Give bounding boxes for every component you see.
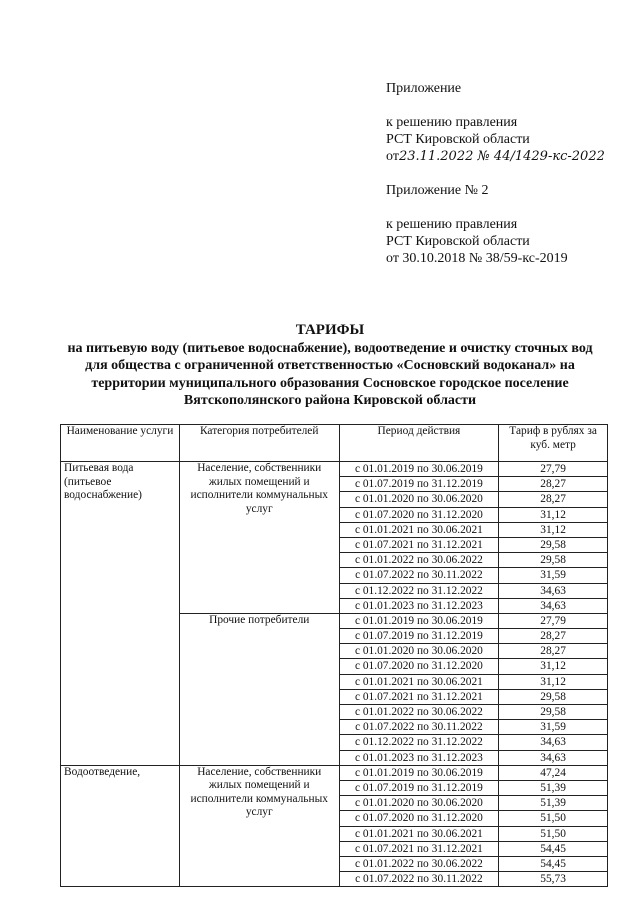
tariff-cell: 29,58 (499, 689, 608, 704)
header-tariff: Тариф в рублях за куб. метр (499, 425, 608, 462)
tariff-cell: 28,27 (499, 492, 608, 507)
tariff-cell: 34,63 (499, 750, 608, 765)
authority-label-2: РСТ Кировской области (386, 234, 530, 249)
period-cell: с 01.01.2022 по 30.06.2022 (339, 705, 499, 720)
period-cell: с 01.07.2019 по 31.12.2019 (339, 780, 499, 795)
tariff-cell: 28,27 (499, 644, 608, 659)
period-cell: с 01.01.2020 по 30.06.2020 (339, 644, 499, 659)
tariff-cell: 28,27 (499, 629, 608, 644)
title-subtitle: на питьевую воду (питьевое водоснабжение), водоотведение и очистку сточных вод для общества с ограниченной ответственностью «Сосновский водоканал» на территории муниципального образования Сосновское городское поселение Вятскополянского района Кировской области (67, 340, 593, 408)
date-prefix: от (386, 149, 399, 164)
table-row (61, 462, 608, 477)
period-cell: с 01.01.2023 по 31.12.2023 (339, 750, 499, 765)
period-cell: с 01.01.2019 по 30.06.2019 (339, 613, 499, 628)
table-row (61, 765, 608, 780)
service-cell: Водоотведение, (61, 765, 180, 887)
period-cell: с 01.12.2022 по 31.12.2022 (339, 583, 499, 598)
tariff-cell: 51,39 (499, 780, 608, 795)
title-heading: ТАРИФЫ (295, 322, 365, 338)
decision-label-2: к решению правления (386, 217, 518, 232)
period-cell: с 01.01.2020 по 30.06.2020 (339, 796, 499, 811)
tariff-cell: 51,39 (499, 796, 608, 811)
period-cell: с 01.01.2019 по 30.06.2019 (339, 462, 499, 477)
category-cell: Прочие потребители (179, 613, 339, 765)
tariff-cell: 28,27 (499, 477, 608, 492)
header-category: Категория потребителей (179, 425, 339, 462)
period-cell: с 01.07.2022 по 30.11.2022 (339, 720, 499, 735)
table-header-row (61, 425, 608, 462)
original-decision-date: от 30.10.2018 № 38/59-кс-2019 (386, 251, 568, 266)
tariff-cell: 51,50 (499, 826, 608, 841)
tariff-cell: 27,79 (499, 462, 608, 477)
period-cell: с 01.07.2021 по 31.12.2021 (339, 537, 499, 552)
period-cell: с 01.12.2022 по 31.12.2022 (339, 735, 499, 750)
tariff-cell: 31,12 (499, 522, 608, 537)
authority-label: РСТ Кировской области (386, 132, 530, 147)
header-block (386, 80, 605, 267)
tariff-cell: 55,73 (499, 872, 608, 887)
tariff-cell: 47,24 (499, 765, 608, 780)
service-cell: Питьевая вода (питьевое водоснабжение) (61, 462, 180, 766)
document-title (60, 322, 600, 410)
tariff-cell: 29,58 (499, 537, 608, 552)
period-cell: с 01.07.2022 по 30.11.2022 (339, 568, 499, 583)
period-cell: с 01.07.2020 по 31.12.2020 (339, 507, 499, 522)
period-cell: с 01.07.2019 по 31.12.2019 (339, 477, 499, 492)
tariff-cell: 27,79 (499, 613, 608, 628)
tariff-cell: 31,12 (499, 659, 608, 674)
category-cell: Население, собственники жилых помещений и исполнители коммунальных услуг (179, 462, 339, 614)
period-cell: с 01.07.2021 по 31.12.2021 (339, 841, 499, 856)
tariff-cell: 31,12 (499, 674, 608, 689)
period-cell: с 01.07.2020 по 31.12.2020 (339, 659, 499, 674)
tariff-cell: 34,63 (499, 735, 608, 750)
period-cell: с 01.01.2022 по 30.06.2022 (339, 856, 499, 871)
tariff-cell: 29,58 (499, 553, 608, 568)
table-body (61, 462, 608, 887)
period-cell: с 01.07.2020 по 31.12.2020 (339, 811, 499, 826)
period-cell: с 01.01.2021 по 30.06.2021 (339, 674, 499, 689)
handwritten-date-number: 23.11.2022 № 44/1429-кс-2022 (398, 149, 605, 164)
period-cell: с 01.01.2022 по 30.06.2022 (339, 553, 499, 568)
category-cell: Население, собственники жилых помещений и исполнители коммунальных услуг (179, 765, 339, 887)
period-cell: с 01.01.2021 по 30.06.2021 (339, 826, 499, 841)
decision-date (386, 148, 605, 165)
tariff-cell: 31,59 (499, 720, 608, 735)
period-cell: с 01.01.2023 по 31.12.2023 (339, 598, 499, 613)
tariff-cell: 31,59 (499, 568, 608, 583)
tariff-cell: 34,63 (499, 598, 608, 613)
tariff-cell: 31,12 (499, 507, 608, 522)
tariff-cell: 51,50 (499, 811, 608, 826)
appendix-2-label: Приложение № 2 (386, 183, 489, 198)
tariff-table (60, 424, 608, 887)
period-cell: с 01.07.2019 по 31.12.2019 (339, 629, 499, 644)
tariff-cell: 54,45 (499, 841, 608, 856)
period-cell: с 01.01.2021 по 30.06.2021 (339, 522, 499, 537)
period-cell: с 01.07.2022 по 30.11.2022 (339, 872, 499, 887)
decision-label: к решению правления (386, 115, 518, 130)
period-cell: с 01.01.2020 по 30.06.2020 (339, 492, 499, 507)
header-service: Наименование услуги (61, 425, 180, 462)
header-period: Период действия (339, 425, 499, 462)
period-cell: с 01.07.2021 по 31.12.2021 (339, 689, 499, 704)
tariff-cell: 54,45 (499, 856, 608, 871)
tariff-cell: 29,58 (499, 705, 608, 720)
period-cell: с 01.01.2019 по 30.06.2019 (339, 765, 499, 780)
appendix-label: Приложение (386, 81, 462, 96)
tariff-cell: 34,63 (499, 583, 608, 598)
